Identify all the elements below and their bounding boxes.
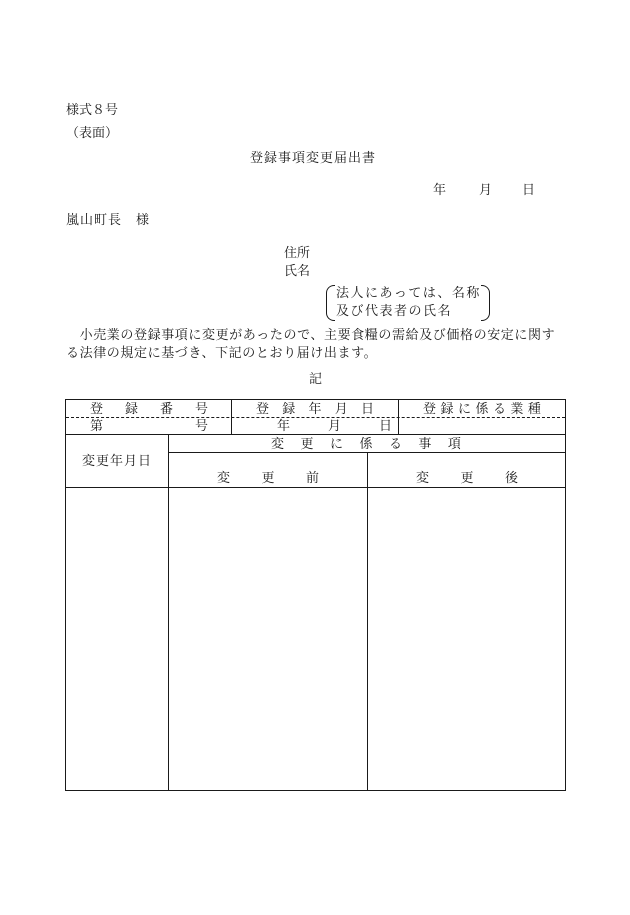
- registration-date-header: [256, 403, 374, 416]
- char: 種: [527, 402, 541, 417]
- ki-heading: 記: [309, 372, 323, 387]
- right-bracket: [481, 285, 490, 321]
- face-label: （表面）: [66, 126, 119, 141]
- before-change-entry-cell[interactable]: [169, 488, 366, 789]
- header-bottom-line: [66, 434, 565, 435]
- left-bracket: [326, 285, 335, 321]
- char: 更: [261, 471, 275, 486]
- char: 前: [305, 471, 319, 486]
- dashed-divider: [66, 417, 565, 418]
- char: 登: [423, 402, 437, 417]
- reg-day-label: 日: [379, 419, 393, 434]
- char: 係: [359, 437, 373, 452]
- date-year-label: 年: [433, 183, 447, 198]
- char: 登: [90, 402, 104, 417]
- reg-month-label: 月: [328, 419, 342, 434]
- go-label: 号: [195, 419, 209, 434]
- change-items-header: [271, 438, 461, 451]
- char: 登: [256, 402, 270, 417]
- char: 後: [504, 471, 518, 486]
- char: る: [492, 402, 506, 417]
- change-date-label: 変更年月日: [82, 454, 153, 469]
- char: る: [388, 437, 402, 452]
- addressee: 嵐山町長 様: [66, 213, 151, 228]
- registration-change-table: [65, 399, 566, 791]
- char: 事: [418, 437, 432, 452]
- date-month-label: 月: [479, 183, 493, 198]
- char: 号: [194, 402, 208, 417]
- char: 更: [300, 437, 314, 452]
- char: 更: [460, 471, 474, 486]
- date-day-label: 日: [522, 183, 536, 198]
- document-title: 登録事項変更届出書: [250, 151, 377, 166]
- char: に: [457, 402, 471, 417]
- dai-label: 第: [90, 419, 104, 434]
- char: 変: [217, 471, 231, 486]
- corporation-note-line2: 及び代表者の氏名: [336, 304, 453, 319]
- char: 番: [159, 402, 173, 417]
- char: 年: [308, 402, 322, 417]
- address-label: 住所: [284, 246, 311, 261]
- char: 変: [416, 471, 430, 486]
- char: 録: [124, 402, 138, 417]
- corporation-note: [326, 285, 492, 321]
- after-change-entry-cell[interactable]: [368, 488, 564, 789]
- char: に: [329, 437, 343, 452]
- registration-number-header: [90, 403, 208, 416]
- char: 録: [282, 402, 296, 417]
- char: 日: [360, 402, 374, 417]
- char: 業: [510, 402, 524, 417]
- registration-business-type-header: [423, 403, 541, 416]
- change-date-entry-cell[interactable]: [66, 488, 167, 789]
- form-number: 様式８号: [66, 103, 119, 118]
- char: 係: [475, 402, 489, 417]
- char: 月: [334, 402, 348, 417]
- name-label: 氏名: [284, 264, 311, 279]
- before-change-header: [217, 472, 319, 485]
- char: 変: [271, 437, 285, 452]
- char: 項: [447, 437, 461, 452]
- body-paragraph: 小売業の登録事項に変更があったので、主要食糧の需給及び価格の安定に関する法律の規定に基づき、下記のとおり届け出ます。: [66, 328, 556, 361]
- char: 録: [440, 402, 454, 417]
- corporation-note-line1: 法人にあっては、名称: [336, 286, 481, 301]
- after-change-header: [416, 472, 518, 485]
- reg-year-label: 年: [277, 419, 291, 434]
